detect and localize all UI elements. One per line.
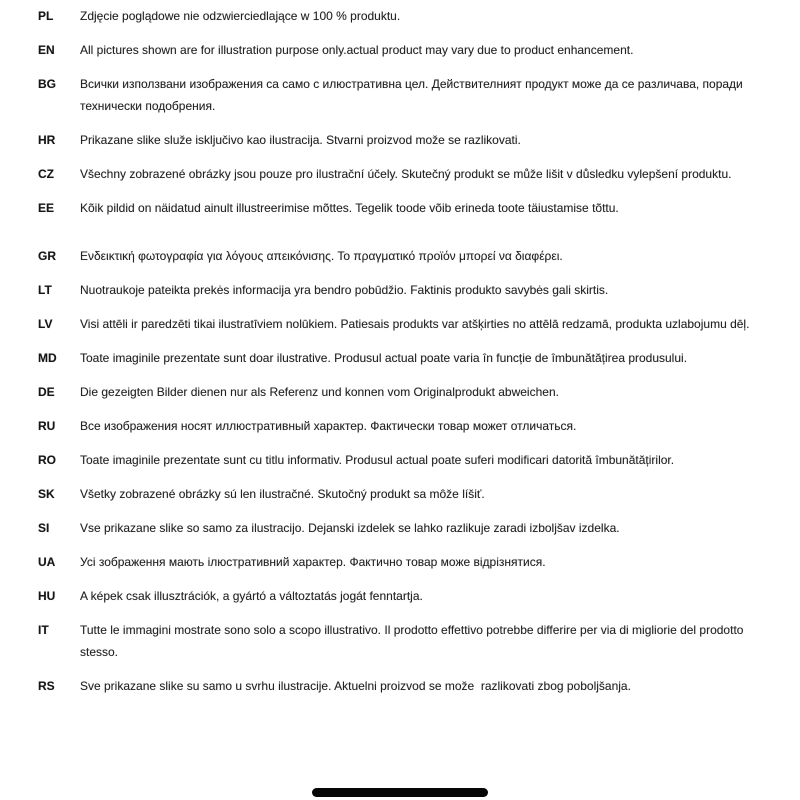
disclaimer-text: Visi attēli ir paredzēti tikai ilustratīviem nolūkiem. Patiesais produkts var atšķirties no attēlā redzamā, produkta uzlabojumu dēļ. bbox=[80, 317, 750, 331]
language-code: RU bbox=[38, 419, 56, 433]
disclaimer-row bbox=[38, 551, 772, 573]
language-code: HU bbox=[38, 589, 56, 603]
language-code: HR bbox=[38, 133, 56, 147]
disclaimer-text: Sve prikazane slike su samo u svrhu ilustracije. Aktuelni proizvod se može razlikovati zbog poboljšanja. bbox=[80, 679, 631, 693]
disclaimer-text: Toate imaginile prezentate sunt doar ilustrative. Produsul actual poate varia în funcție de îmbunătățirea produsului. bbox=[80, 351, 688, 365]
disclaimer-text: Vse prikazane slike so samo za ilustracijo. Dejanski izdelek se lahko razlikuje zaradi izboljšav izdelka. bbox=[80, 521, 620, 535]
disclaimer-text: Všechny zobrazené obrázky jsou pouze pro ilustrační účely. Skutečný produkt se může lišit v důsledku vylepšení produktu. bbox=[80, 167, 732, 181]
disclaimer-text: Kõik pildid on näidatud ainult illustreerimise mõttes. Tegelik toode võib erineda toote täiustamise tõttu. bbox=[80, 201, 619, 215]
disclaimer-text: All pictures shown are for illustration purpose only.actual product may vary due to product enhancement. bbox=[80, 43, 634, 57]
language-code: MD bbox=[38, 351, 57, 365]
language-code: BG bbox=[38, 77, 56, 91]
disclaimer-row bbox=[38, 129, 772, 151]
disclaimer-row bbox=[38, 483, 772, 505]
disclaimer-row bbox=[38, 197, 772, 219]
language-code: GR bbox=[38, 249, 56, 263]
disclaimer-text: A képek csak illusztrációk, a gyártó a változtatás jogát fenntartja. bbox=[80, 589, 423, 603]
disclaimer-text: Toate imaginile prezentate sunt cu titlu informativ. Produsul actual poate suferi modificari datorită îmbunătățirilor. bbox=[80, 453, 675, 467]
language-code: UA bbox=[38, 555, 56, 569]
disclaimer-row bbox=[38, 279, 772, 301]
disclaimer-row bbox=[38, 449, 772, 471]
language-code: SK bbox=[38, 487, 55, 501]
language-code: EE bbox=[38, 201, 55, 215]
language-code: SI bbox=[38, 521, 50, 535]
disclaimer-text: Всички използвани изображения са само с илюстративна цел. Действителният продукт може да се различава, поради технически подобрения. bbox=[80, 77, 747, 113]
disclaimer-row bbox=[38, 675, 772, 697]
disclaimer-row bbox=[38, 619, 772, 663]
disclaimer-row bbox=[38, 347, 772, 369]
disclaimer-text: Tutte le immagini mostrate sono solo a scopo illustrativo. Il prodotto effettivo potrebbe differire per via di migliorie del prodotto stesso. bbox=[80, 623, 747, 659]
disclaimer-row bbox=[38, 313, 772, 335]
language-code: PL bbox=[38, 9, 54, 23]
disclaimer-row bbox=[38, 517, 772, 539]
home-indicator-bar[interactable] bbox=[312, 788, 488, 797]
disclaimer-text: Die gezeigten Bilder dienen nur als Referenz und konnen vom Originalprodukt abweichen. bbox=[80, 385, 559, 399]
disclaimer-text: Zdjęcie poglądowe nie odzwierciedlające w 100 % produktu. bbox=[80, 9, 401, 23]
language-code: RS bbox=[38, 679, 55, 693]
disclaimer-row bbox=[38, 381, 772, 403]
language-code: RO bbox=[38, 453, 56, 467]
disclaimer-text: Усі зображення мають ілюстративний характер. Фактично товар може відрізнятися. bbox=[80, 555, 546, 569]
disclaimer-text: Prikazane slike služe isključivo kao ilustracija. Stvarni proizvod može se razlikovati. bbox=[80, 133, 521, 147]
disclaimer-row bbox=[38, 163, 772, 185]
disclaimer-row bbox=[38, 73, 772, 117]
language-code: CZ bbox=[38, 167, 54, 181]
disclaimer-text: Все изображения носят иллюстративный характер. Фактически товар может отличаться. bbox=[80, 419, 577, 433]
language-code: EN bbox=[38, 43, 55, 57]
disclaimer-text: Nuotraukoje pateikta prekės informacija yra bendro pobūdžio. Faktinis produkto savybės gali skirtis. bbox=[80, 283, 609, 297]
language-code: DE bbox=[38, 385, 55, 399]
language-code: LT bbox=[38, 283, 52, 297]
disclaimer-row bbox=[38, 585, 772, 607]
disclaimer-row bbox=[38, 39, 772, 61]
language-code: IT bbox=[38, 623, 49, 637]
disclaimer-text: Ενδεικτική φωτογραφία για λόγους απεικόνισης. Το πραγματικό προϊόν μπορεί να διαφέρει. bbox=[80, 249, 563, 263]
disclaimer-row bbox=[38, 415, 772, 437]
language-code: LV bbox=[38, 317, 53, 331]
disclaimer-text: Všetky zobrazené obrázky sú len ilustračné. Skutočný produkt sa môže líšiť. bbox=[80, 487, 485, 501]
disclaimer-row bbox=[38, 245, 772, 267]
disclaimer-row bbox=[38, 5, 772, 27]
